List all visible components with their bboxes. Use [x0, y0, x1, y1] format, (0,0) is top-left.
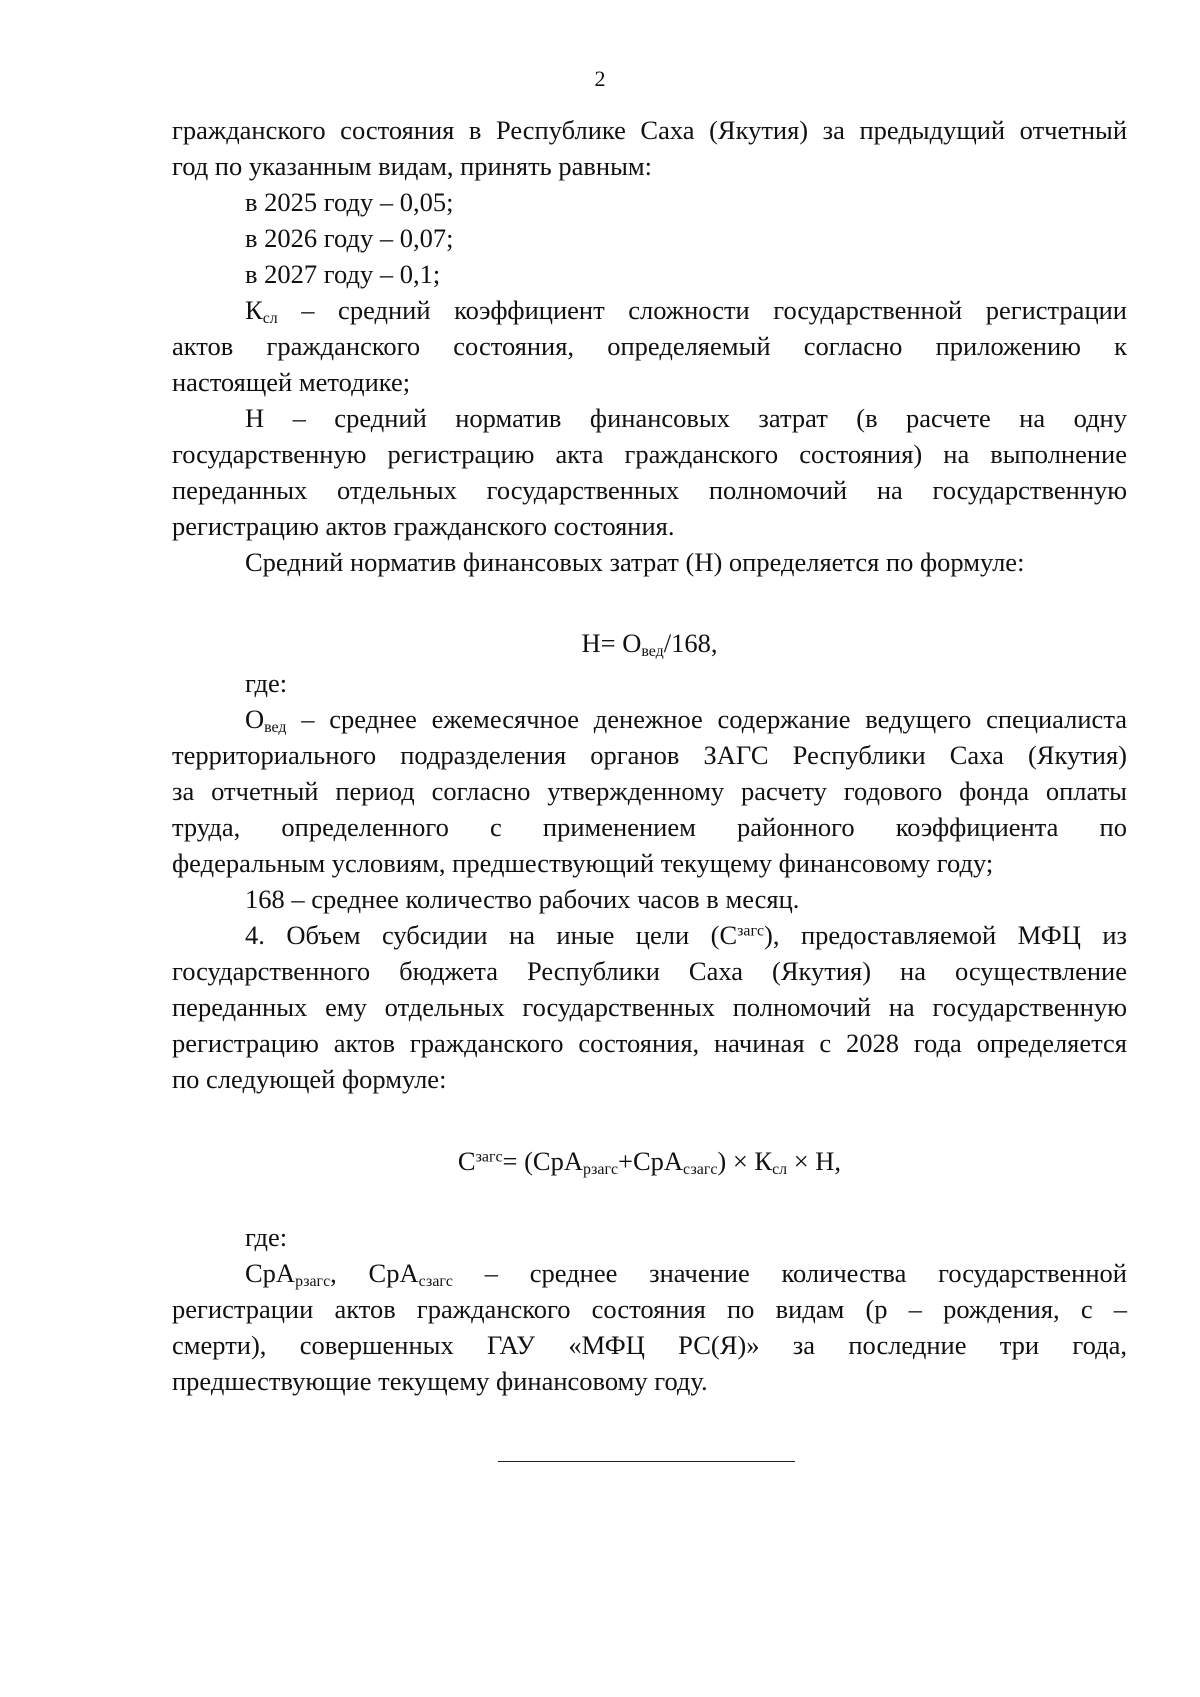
text-line: настоящей методике;: [172, 367, 411, 397]
text-line: переданных отдельных государственных полномочий на государственную: [172, 475, 1127, 505]
subscript: сл: [772, 1160, 788, 1178]
text-line: [245, 1255, 1127, 1291]
text-fragment: – средний коэффициент сложности государственной регистрации: [277, 295, 1127, 325]
text-fragment: ), предоставляемой МФЦ из: [764, 920, 1127, 950]
formula-fragment: С: [457, 1146, 476, 1176]
text-fragment: О: [245, 704, 265, 734]
where-label: где:: [245, 668, 288, 698]
text-line: гражданского состояния в Республике Саха (Якутия) за предыдущий отчетный: [172, 115, 1127, 145]
text-fragment: – среднее ежемесячное денежное содержание ведущего специалиста: [286, 704, 1127, 734]
subscript: сл: [262, 309, 278, 327]
text-line: [245, 917, 1127, 953]
where-label: где:: [245, 1222, 288, 1252]
text-fragment: СрА: [245, 1258, 296, 1288]
subscript: вед: [641, 642, 664, 660]
formula-fragment: +СрА: [618, 1146, 684, 1176]
superscript: загс: [737, 922, 765, 940]
text-line: регистрацию актов гражданского состояния.: [172, 511, 675, 541]
text-fragment: , СрА: [330, 1258, 419, 1288]
text-line: труда, определенного с применением районного коэффициента по: [172, 812, 1127, 842]
formula-fragment: ) × К: [717, 1146, 773, 1176]
text-line: [245, 701, 1127, 737]
text-line: год по указанным видам, принять равным:: [172, 151, 653, 181]
text-line: смерти), совершенных ГАУ «МФЦ РС(Я)» за последние три года,: [172, 1330, 1127, 1360]
list-item: в 2026 году – 0,07;: [245, 223, 454, 253]
text-line: за отчетный период согласно утвержденному расчету годового фонда оплаты: [172, 776, 1127, 806]
text-line: регистрацию актов гражданского состояния, начиная с 2028 года определяется: [172, 1028, 1127, 1058]
subscript: сзагс: [683, 1160, 718, 1178]
list-item: в 2025 году – 0,05;: [245, 187, 454, 217]
text-fragment: 4. Объем субсидии на иные цели (С: [245, 920, 738, 950]
text-line: по следующей формуле:: [172, 1064, 447, 1094]
formula-fragment: = (СрА: [502, 1146, 583, 1176]
text-line: Средний норматив финансовых затрат (Н) определяется по формуле:: [245, 547, 1025, 577]
text-line: территориального подразделения органов ЗАГС Республики Саха (Якутия): [172, 740, 1127, 770]
list-item: в 2027 году – 0,1;: [245, 259, 441, 289]
formula-fragment: Н= О: [581, 628, 642, 658]
text-line: государственную регистрацию акта гражданского состояния) на выполнение: [172, 439, 1127, 469]
subscript: рзагс: [295, 1272, 331, 1290]
text-line: переданных ему отдельных государственных полномочий на государственную: [172, 992, 1127, 1022]
text-line: федеральным условиям, предшествующий текущему финансовому году;: [172, 848, 994, 878]
text-line: актов гражданского состояния, определяемый согласно приложению к: [172, 331, 1127, 361]
text-fragment: – среднее значение количества государственной: [452, 1258, 1127, 1288]
text-fragment: К: [245, 295, 263, 325]
closing-rule: [498, 1461, 795, 1462]
superscript: загс: [475, 1148, 503, 1166]
page-number: 2: [594, 66, 606, 91]
text-line: Н – средний норматив финансовых затрат (в расчете на одну: [245, 403, 1127, 433]
subscript: рзагс: [582, 1160, 619, 1178]
formula-normative: [172, 625, 1127, 661]
formula-fragment: × Н,: [787, 1146, 842, 1176]
text-line: предшествующие текущему финансовому году.: [172, 1366, 708, 1396]
text-line: государственного бюджета Республики Саха (Якутия) на осуществление: [172, 956, 1127, 986]
formula-subsidy: [172, 1143, 1127, 1179]
text-line: регистрации актов гражданского состояния по видам (р – рождения, с –: [172, 1294, 1127, 1324]
formula-fragment: /168,: [663, 628, 718, 658]
subscript: вед: [264, 718, 287, 736]
text-line: 168 – среднее количество рабочих часов в месяц.: [245, 884, 800, 914]
text-line: [245, 292, 1127, 328]
subscript: сзагс: [418, 1272, 453, 1290]
